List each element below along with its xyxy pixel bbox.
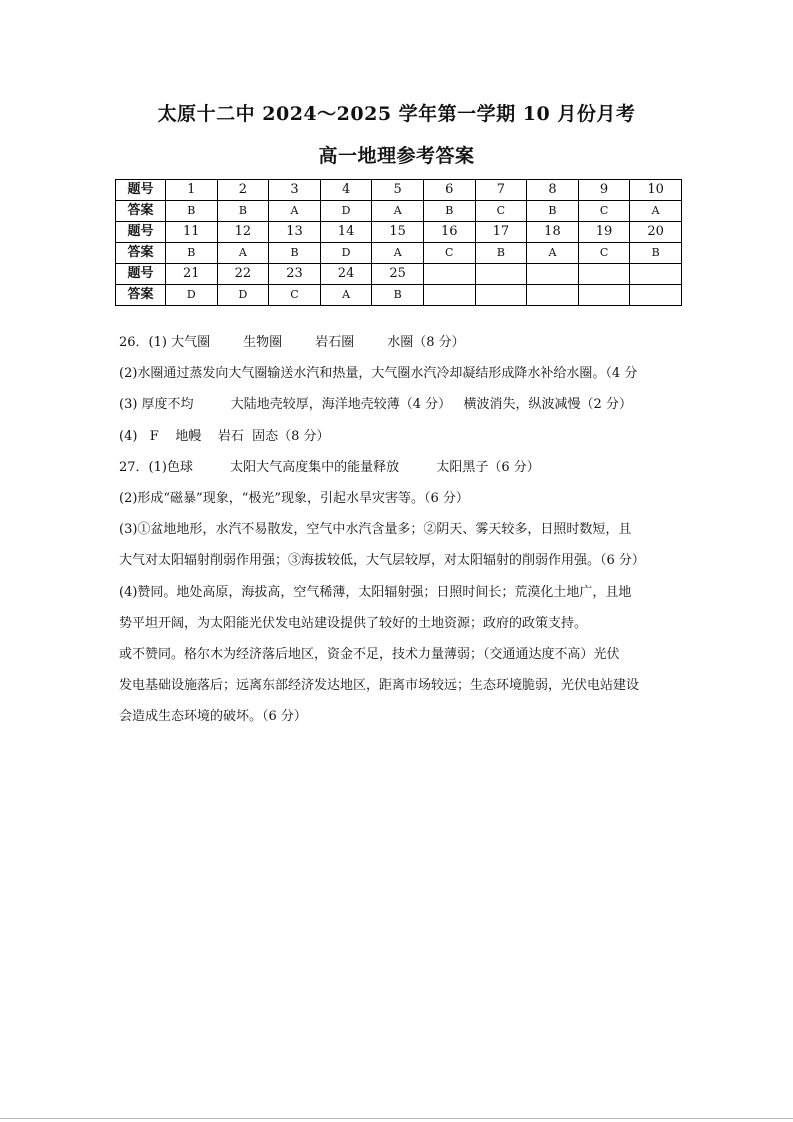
table-cell: D (166, 285, 218, 306)
table-cell: 17 (475, 222, 527, 243)
table-cell: 2 (217, 180, 269, 201)
table-cell (578, 264, 630, 285)
table-cell: 5 (372, 180, 424, 201)
table-cell: B (423, 201, 475, 222)
table-row (116, 264, 682, 285)
table-cell: 14 (320, 222, 372, 243)
answer-27-3-line2: 大气对太阳辐射削弱作用强；③海拔较低，大气层较厚，对太阳辐射的削弱作用强。（6 分） (119, 553, 645, 568)
table-cell: A (630, 201, 682, 222)
table-cell (527, 264, 579, 285)
answer-27-4-line5: 会造成生态环境的破坏。（6 分） (119, 709, 307, 724)
table-cell: 23 (269, 264, 321, 285)
table-cell (475, 285, 527, 306)
table-cell: 8 (527, 180, 579, 201)
answer-26-1: 26．(1) 大气圈 生物圈 岩石圈 水圈（8 分） (119, 335, 465, 350)
table-cell: 19 (578, 222, 630, 243)
table-cell: 7 (475, 180, 527, 201)
answer-26-4: (4) F 地幔 岩石 固态（8 分） (119, 429, 330, 444)
table-cell: 1 (166, 180, 218, 201)
table-cell: B (527, 201, 579, 222)
document-subtitle: 高一地理参考答案 (318, 145, 475, 167)
table-cell: 21 (166, 264, 218, 285)
table-cell: 10 (630, 180, 682, 201)
table-cell: B (217, 201, 269, 222)
table-cell: 24 (320, 264, 372, 285)
table-cell: 9 (578, 180, 630, 201)
table-cell: A (320, 285, 372, 306)
table-row (116, 243, 682, 264)
row-header-cell: 答案 (116, 285, 166, 306)
table-cell: 11 (166, 222, 218, 243)
table-cell: B (630, 243, 682, 264)
table-cell (475, 264, 527, 285)
table-cell: C (423, 243, 475, 264)
answer-26-3: (3) 厚度不均 大陆地壳较厚，海洋地壳较薄（4 分） 横波消失，纵波减慢（2 分） (119, 397, 632, 412)
table-cell: 16 (423, 222, 475, 243)
table-row (116, 222, 682, 243)
table-cell: A (269, 201, 321, 222)
table-cell: C (578, 243, 630, 264)
table-row (116, 201, 682, 222)
answer-27-4-line1: (4)赞同。地处高原，海拔高，空气稀薄，太阳辐射强；日照时间长；荒漠化土地广，且地 (119, 585, 632, 600)
table-cell: B (269, 243, 321, 264)
table-cell: 15 (372, 222, 424, 243)
answer-table (115, 179, 682, 306)
answer-27-3-line1: (3)①盆地地形，水汽不易散发，空气中水汽含量多；②阴天、雾天较多，日照时数短，且 (119, 522, 632, 537)
table-cell: B (166, 243, 218, 264)
page-bottom-divider (0, 1118, 793, 1119)
table-cell: B (372, 285, 424, 306)
row-header-cell: 答案 (116, 201, 166, 222)
table-cell: A (217, 243, 269, 264)
table-cell (630, 285, 682, 306)
answer-27-4-line4: 发电基础设施落后；远离东部经济发达地区，距离市场较远；生态环境脆弱，光伏电站建设 (119, 678, 640, 693)
table-cell (423, 285, 475, 306)
table-row (116, 180, 682, 201)
table-cell: 13 (269, 222, 321, 243)
table-cell: B (166, 201, 218, 222)
table-cell: 4 (320, 180, 372, 201)
table-cell: 3 (269, 180, 321, 201)
table-cell: C (578, 201, 630, 222)
table-cell (578, 285, 630, 306)
table-cell: C (475, 201, 527, 222)
answer-27-4-line2: 势平坦开阔，为太阳能光伏发电站建设提供了较好的土地资源；政府的政策支持。 (119, 616, 588, 631)
table-cell: 20 (630, 222, 682, 243)
table-cell (527, 285, 579, 306)
table-cell: D (217, 285, 269, 306)
row-header-cell: 题号 (116, 222, 166, 243)
table-cell: A (527, 243, 579, 264)
table-cell: A (372, 201, 424, 222)
table-cell (630, 264, 682, 285)
row-header-cell: 答案 (116, 243, 166, 264)
table-cell: 22 (217, 264, 269, 285)
table-cell (423, 264, 475, 285)
document-title: 太原十二中 2024～2025 学年第一学期 10 月份月考 (157, 103, 636, 125)
table-cell: 6 (423, 180, 475, 201)
table-cell: 25 (372, 264, 424, 285)
table-cell: A (372, 243, 424, 264)
table-cell: C (269, 285, 321, 306)
table-cell: 18 (527, 222, 579, 243)
table-cell: B (475, 243, 527, 264)
answer-27-1: 27．(1)色球 太阳大气高度集中的能量释放 太阳黑子（6 分） (119, 460, 540, 475)
table-row (116, 285, 682, 306)
table-cell: 12 (217, 222, 269, 243)
answer-27-4-line3: 或不赞同。格尔木为经济落后地区，资金不足，技术力量薄弱；（交通通达度不高）光伏 (119, 647, 620, 662)
table-cell: D (320, 201, 372, 222)
table-cell: D (320, 243, 372, 264)
answer-26-2: (2)水圈通过蒸发向大气圈输送水汽和热量，大气圈水汽冷却凝结形成降水补给水圈。（4 分 (119, 366, 638, 381)
answer-27-2: (2)形成“磁暴”现象，“极光”现象，引起水旱灾害等。（6 分） (119, 491, 469, 506)
row-header-cell: 题号 (116, 264, 166, 285)
row-header-cell: 题号 (116, 180, 166, 201)
